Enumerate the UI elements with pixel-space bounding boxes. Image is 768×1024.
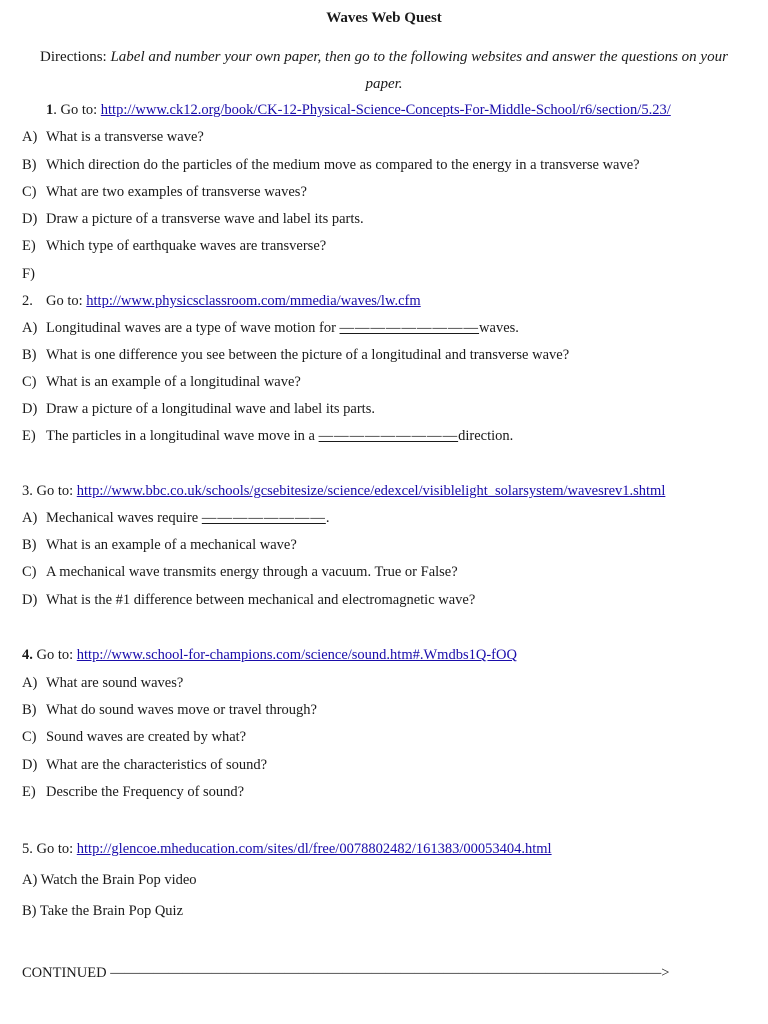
- question-3d: D) What is the #1 difference between mechanical and electromagnetic wave?: [22, 592, 476, 608]
- section-3-goto: Go to:: [32, 483, 77, 499]
- directions-text: Label and number your own paper, then go to the following websites and answer the questions on your paper.: [110, 49, 728, 92]
- question-2d: D) Draw a picture of a longitudinal wave and label its parts.: [22, 401, 375, 417]
- answer-blank[interactable]: —————————: [318, 428, 459, 444]
- question-3a: A) Mechanical waves require ————————.: [22, 510, 330, 526]
- continued-footer: CONTINUED ——————————————————————————————————————>: [22, 965, 670, 981]
- section-2-number: 2.: [22, 293, 33, 309]
- question-1a: A) What is a transverse wave?: [22, 129, 204, 145]
- section-1-goto: . Go to:: [53, 102, 101, 118]
- section-1-number: 1: [46, 102, 54, 118]
- question-3b: B) What is an example of a mechanical wave?: [22, 537, 297, 553]
- section-3-link[interactable]: http://www.bbc.co.uk/schools/gcsebitesize/science/edexcel/visiblelight_solarsystem/wavesrev1.shtml: [76, 483, 666, 499]
- question-2b: B) What is one difference you see between the picture of a longitudinal and transverse wave?: [22, 347, 570, 363]
- question-4b: B) What do sound waves move or travel through?: [22, 702, 317, 718]
- directions: [20, 44, 748, 98]
- section-3-number: 3.: [22, 483, 33, 499]
- section-4-header: [22, 646, 517, 664]
- page-title: Waves Web Quest: [326, 10, 442, 26]
- question-4e: E) Describe the Frequency of sound?: [22, 784, 245, 800]
- question-2a: A) Longitudinal waves are a type of wave motion for —————————waves.: [22, 320, 519, 336]
- question-1c: C) What are two examples of transverse waves?: [22, 184, 307, 200]
- section-5-link[interactable]: http://glencoe.mheducation.com/sites/dl/free/0078802482/161383/00053404.html: [76, 841, 552, 857]
- section-2-goto: Go to:: [46, 293, 87, 309]
- section-2-link[interactable]: http://www.physicsclassroom.com/mmedia/waves/lw.cfm: [86, 293, 421, 309]
- section-1-link[interactable]: http://www.ck12.org/book/CK-12-Physical-Science-Concepts-For-Middle-School/r6/section/5.23/: [100, 102, 671, 118]
- question-3c: C) A mechanical wave transmits energy through a vacuum. True or False?: [22, 564, 458, 580]
- section-5-goto: Go to:: [32, 841, 77, 857]
- question-2e: E) The particles in a longitudinal wave move in a —————————direction.: [22, 428, 514, 444]
- question-2c: C) What is an example of a longitudinal wave?: [22, 374, 301, 390]
- section-5-number: 5.: [22, 841, 33, 857]
- question-5b: B) Take the Brain Pop Quiz: [22, 903, 184, 919]
- question-4a: A) What are sound waves?: [22, 675, 184, 691]
- directions-label: Directions:: [40, 49, 107, 65]
- question-5a: A) Watch the Brain Pop video: [22, 872, 197, 888]
- section-1-header: [46, 101, 671, 119]
- section-3-header: [22, 482, 665, 500]
- section-4-link[interactable]: http://www.school-for-champions.com/science/sound.htm#.Wmdbs1Q-fOQ: [76, 647, 517, 663]
- answer-blank[interactable]: ————————: [201, 510, 326, 526]
- answer-blank[interactable]: —————————: [339, 320, 480, 336]
- question-4c: C) Sound waves are created by what?: [22, 729, 247, 745]
- section-4-number: 4.: [22, 647, 33, 663]
- question-1d: D) Draw a picture of a transverse wave and label its parts.: [22, 211, 364, 227]
- section-4-goto: Go to:: [32, 647, 77, 663]
- question-1f: F): [22, 266, 35, 282]
- section-5-header: [22, 840, 552, 858]
- question-1e: E) Which type of earthquake waves are transverse?: [22, 238, 327, 254]
- section-2-header: [22, 292, 421, 310]
- question-4d: D) What are the characteristics of sound?: [22, 757, 268, 773]
- question-1b: B) Which direction do the particles of the medium move as compared to the energy in a transverse wave?: [22, 157, 640, 173]
